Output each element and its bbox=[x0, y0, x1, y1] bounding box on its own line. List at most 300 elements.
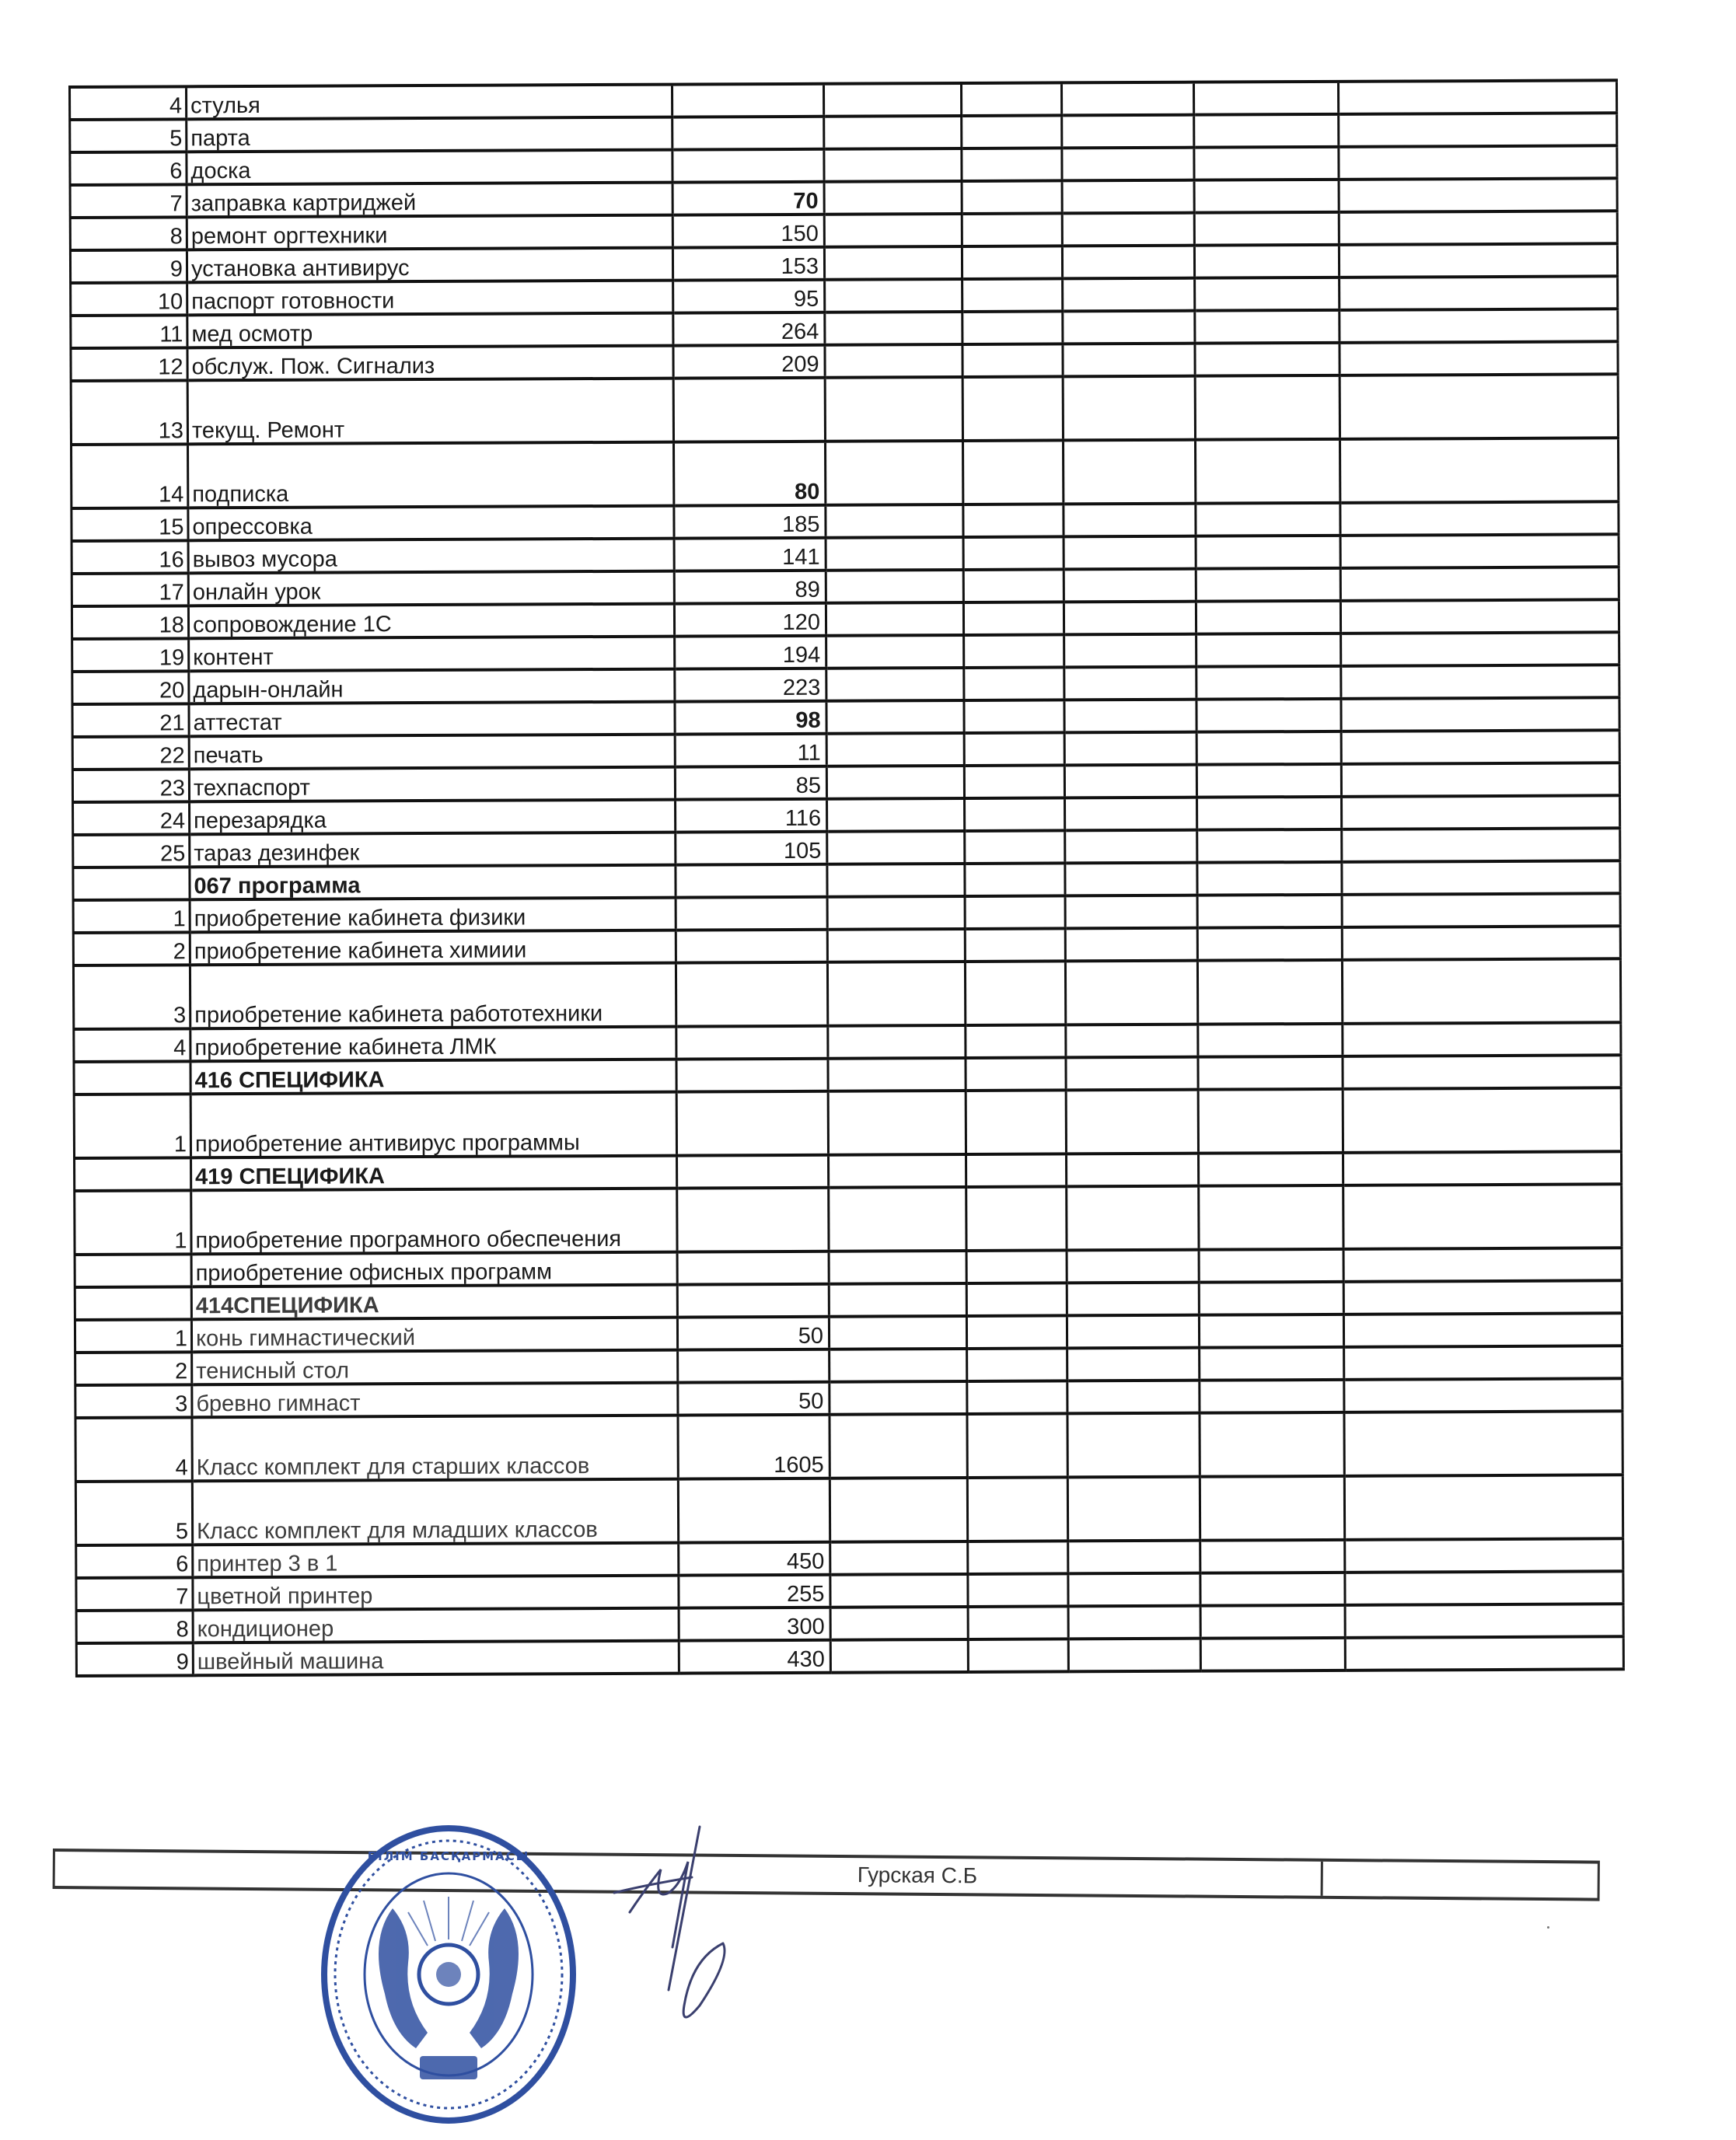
empty-cell bbox=[1196, 601, 1340, 634]
empty-cell bbox=[965, 863, 1065, 896]
empty-cell bbox=[1195, 343, 1340, 376]
empty-cell bbox=[825, 377, 962, 442]
item-amount: 1605 bbox=[678, 1415, 830, 1479]
item-name: приобретение офисных программ bbox=[191, 1252, 677, 1287]
item-amount: 105 bbox=[676, 832, 827, 865]
signature-row-divider bbox=[1321, 1862, 1323, 1896]
item-amount bbox=[677, 1284, 829, 1318]
row-number: 9 bbox=[76, 1643, 193, 1676]
item-name: печать bbox=[189, 735, 675, 770]
empty-cell bbox=[1068, 1573, 1200, 1607]
item-name: перезарядка bbox=[190, 800, 676, 835]
empty-cell bbox=[1339, 211, 1617, 245]
empty-cell bbox=[1339, 243, 1617, 278]
row-number: 4 bbox=[75, 1417, 192, 1482]
empty-cell bbox=[1068, 1606, 1200, 1639]
row-number: 22 bbox=[72, 736, 189, 770]
item-name: приобретение антивирус программы bbox=[190, 1092, 676, 1158]
empty-cell bbox=[968, 1606, 1068, 1639]
empty-cell bbox=[1342, 893, 1620, 927]
empty-cell bbox=[1341, 730, 1619, 764]
empty-cell bbox=[966, 1154, 1067, 1187]
item-name: паспорт готовности bbox=[187, 281, 673, 316]
item-amount: 70 bbox=[672, 182, 824, 215]
empty-cell bbox=[964, 667, 1064, 700]
item-name: приобретение кабинета ЛМК bbox=[190, 1027, 676, 1062]
empty-cell bbox=[1067, 1250, 1199, 1283]
empty-cell bbox=[1340, 438, 1619, 503]
empty-cell bbox=[962, 344, 1063, 377]
row-number: 15 bbox=[72, 508, 188, 541]
item-name: парта bbox=[187, 117, 672, 152]
empty-cell bbox=[826, 537, 963, 571]
empty-cell bbox=[1063, 278, 1195, 312]
item-amount: 141 bbox=[674, 538, 826, 571]
empty-cell bbox=[1063, 376, 1195, 441]
empty-cell bbox=[824, 181, 962, 215]
signature-row bbox=[53, 1848, 1600, 1901]
row-number: 6 bbox=[70, 152, 187, 185]
item-name: техпаспорт bbox=[189, 767, 675, 802]
item-name: доска bbox=[187, 150, 672, 185]
empty-cell bbox=[968, 1639, 1068, 1672]
empty-cell bbox=[963, 602, 1064, 635]
item-amount bbox=[676, 1091, 828, 1156]
empty-cell bbox=[1343, 1313, 1622, 1347]
empty-cell bbox=[827, 929, 965, 962]
empty-cell bbox=[1195, 375, 1340, 440]
empty-cell bbox=[1196, 699, 1341, 732]
table-row bbox=[72, 438, 1619, 508]
empty-cell bbox=[968, 1573, 1068, 1607]
empty-cell bbox=[1345, 1571, 1623, 1605]
official-stamp-icon bbox=[319, 1823, 579, 2126]
empty-cell bbox=[1061, 82, 1193, 116]
item-name: приобретение кабинета химиии bbox=[190, 930, 676, 965]
item-name: тенисный стол bbox=[192, 1350, 678, 1385]
empty-cell bbox=[1342, 926, 1620, 960]
item-amount bbox=[676, 897, 827, 930]
empty-cell bbox=[1196, 568, 1340, 602]
empty-cell bbox=[962, 246, 1062, 279]
item-name: контент bbox=[189, 637, 675, 672]
empty-cell bbox=[1344, 1475, 1622, 1540]
empty-cell bbox=[1344, 1411, 1622, 1476]
item-name: ремонт оргтехники bbox=[187, 215, 672, 250]
row-number: 2 bbox=[73, 932, 190, 965]
item-amount: 430 bbox=[679, 1640, 830, 1674]
row-number: 3 bbox=[73, 965, 190, 1029]
empty-cell bbox=[963, 569, 1064, 602]
item-amount: 89 bbox=[674, 571, 826, 604]
empty-cell bbox=[1197, 960, 1342, 1025]
empty-cell bbox=[827, 831, 965, 864]
item-amount: 98 bbox=[675, 701, 826, 735]
empty-cell bbox=[1193, 82, 1338, 115]
empty-cell bbox=[1194, 180, 1339, 213]
empty-cell bbox=[963, 536, 1064, 570]
item-name: установка антивирус bbox=[187, 248, 672, 283]
empty-cell bbox=[827, 896, 965, 930]
empty-cell bbox=[827, 962, 965, 1026]
item-amount: 300 bbox=[679, 1608, 830, 1641]
empty-cell bbox=[826, 700, 964, 734]
empty-cell bbox=[1066, 1057, 1198, 1091]
item-name: мед осмотр bbox=[187, 313, 673, 348]
empty-cell bbox=[1067, 1154, 1199, 1187]
empty-cell bbox=[1067, 1477, 1200, 1541]
item-amount: 264 bbox=[673, 312, 825, 346]
row-number bbox=[73, 867, 190, 900]
empty-cell bbox=[966, 1057, 1066, 1091]
row-number: 12 bbox=[71, 347, 187, 381]
item-amount bbox=[673, 378, 825, 442]
item-name: заправка картриджей bbox=[187, 183, 672, 218]
row-number bbox=[75, 1254, 191, 1287]
row-number: 1 bbox=[75, 1190, 191, 1255]
row-number: 19 bbox=[72, 638, 189, 672]
row-number: 1 bbox=[74, 1094, 190, 1158]
empty-cell bbox=[1064, 700, 1196, 733]
empty-cell bbox=[967, 1381, 1067, 1414]
row-number: 18 bbox=[72, 606, 188, 639]
empty-cell bbox=[966, 1250, 1067, 1283]
empty-cell bbox=[1200, 1638, 1345, 1671]
empty-cell bbox=[1198, 1024, 1343, 1057]
empty-cell bbox=[964, 700, 1064, 733]
empty-cell bbox=[1197, 927, 1342, 961]
empty-cell bbox=[965, 928, 1065, 962]
item-name: аттестат bbox=[189, 702, 675, 737]
empty-cell bbox=[1341, 763, 1619, 797]
empty-cell bbox=[1065, 798, 1197, 831]
item-amount: 50 bbox=[677, 1317, 829, 1350]
empty-cell bbox=[1340, 501, 1619, 536]
empty-cell bbox=[1340, 534, 1619, 568]
item-amount bbox=[677, 1188, 829, 1252]
item-amount: 223 bbox=[675, 669, 826, 702]
table-row bbox=[75, 1475, 1622, 1545]
empty-cell bbox=[1064, 602, 1196, 635]
empty-cell bbox=[1064, 536, 1196, 570]
empty-cell bbox=[830, 1349, 967, 1382]
item-name: бревно гимнаст bbox=[192, 1383, 678, 1418]
item-name: тараз дезинфек bbox=[190, 833, 676, 868]
empty-cell bbox=[1345, 1538, 1623, 1573]
empty-cell bbox=[1343, 1087, 1621, 1153]
empty-cell bbox=[1339, 145, 1617, 180]
empty-cell bbox=[1340, 341, 1618, 375]
item-name: обслуж. Пож. Сигнализ bbox=[187, 346, 673, 381]
row-number: 11 bbox=[71, 315, 187, 348]
empty-cell bbox=[1063, 311, 1195, 344]
item-name: сопровождение 1С bbox=[188, 604, 674, 639]
item-amount bbox=[676, 930, 827, 963]
empty-cell bbox=[1066, 1025, 1198, 1058]
empty-cell bbox=[1195, 278, 1340, 311]
table-row bbox=[75, 1184, 1622, 1255]
empty-cell bbox=[966, 1090, 1066, 1154]
empty-cell bbox=[1199, 1185, 1343, 1250]
empty-cell bbox=[1340, 567, 1619, 601]
empty-cell bbox=[1196, 536, 1340, 569]
empty-cell bbox=[824, 246, 962, 280]
item-amount: 80 bbox=[674, 442, 826, 506]
empty-cell bbox=[1343, 1151, 1622, 1185]
empty-cell bbox=[823, 83, 961, 117]
row-number bbox=[74, 1061, 190, 1094]
empty-cell bbox=[1068, 1541, 1200, 1574]
empty-cell bbox=[1194, 212, 1339, 246]
row-number: 21 bbox=[72, 703, 189, 737]
empty-cell bbox=[1343, 1248, 1622, 1282]
empty-cell bbox=[825, 344, 962, 378]
empty-cell bbox=[829, 1251, 966, 1284]
empty-cell bbox=[967, 1413, 1067, 1478]
empty-cell bbox=[966, 1315, 1067, 1349]
empty-cell bbox=[962, 148, 1062, 181]
row-number: 4 bbox=[74, 1028, 190, 1062]
row-number: 8 bbox=[76, 1610, 193, 1643]
empty-cell bbox=[827, 864, 965, 897]
empty-cell bbox=[1339, 178, 1617, 212]
empty-cell bbox=[1068, 1639, 1200, 1672]
empty-cell bbox=[1196, 666, 1341, 700]
empty-cell bbox=[962, 213, 1062, 246]
empty-cell bbox=[829, 1187, 966, 1252]
empty-cell bbox=[1198, 1056, 1343, 1090]
empty-cell bbox=[830, 1541, 968, 1575]
empty-cell bbox=[1067, 1315, 1199, 1349]
empty-cell bbox=[830, 1414, 967, 1478]
handwritten-signature-icon bbox=[606, 1819, 793, 2037]
empty-cell bbox=[1064, 634, 1196, 668]
empty-cell bbox=[830, 1478, 967, 1542]
empty-cell bbox=[1196, 764, 1341, 798]
empty-cell bbox=[1064, 504, 1196, 537]
empty-cell bbox=[1200, 1573, 1345, 1606]
empty-cell bbox=[1062, 180, 1194, 214]
empty-cell bbox=[1200, 1476, 1344, 1541]
empty-cell bbox=[826, 602, 963, 636]
item-amount bbox=[676, 962, 827, 1027]
section-heading: 414СПЕЦИФИКА bbox=[191, 1285, 677, 1320]
empty-cell bbox=[964, 765, 1064, 798]
row-number: 24 bbox=[73, 801, 190, 835]
empty-cell bbox=[1344, 1378, 1622, 1412]
empty-cell bbox=[824, 116, 962, 149]
empty-cell bbox=[1064, 765, 1196, 798]
row-number: 8 bbox=[70, 217, 187, 250]
empty-cell bbox=[1197, 829, 1342, 863]
empty-cell bbox=[830, 1639, 968, 1673]
table-row bbox=[75, 1411, 1622, 1482]
empty-cell bbox=[963, 440, 1064, 504]
empty-cell bbox=[1062, 246, 1194, 279]
empty-cell bbox=[1066, 1090, 1198, 1154]
empty-cell bbox=[1062, 148, 1194, 181]
empty-cell bbox=[1342, 828, 1620, 862]
empty-cell bbox=[1200, 1412, 1344, 1477]
empty-cell bbox=[1065, 961, 1197, 1025]
empty-cell bbox=[1338, 80, 1616, 114]
empty-cell bbox=[830, 1381, 967, 1415]
empty-cell bbox=[1197, 862, 1342, 895]
empty-cell bbox=[825, 312, 962, 345]
empty-cell bbox=[1062, 213, 1194, 246]
empty-cell bbox=[1196, 731, 1341, 765]
item-name: онлайн урок bbox=[188, 571, 674, 606]
empty-cell bbox=[829, 1154, 966, 1188]
empty-cell bbox=[826, 766, 964, 799]
empty-cell bbox=[1343, 1280, 1622, 1314]
item-amount bbox=[676, 1059, 828, 1092]
empty-cell bbox=[1064, 732, 1196, 766]
empty-cell bbox=[1067, 1413, 1200, 1478]
row-number: 14 bbox=[72, 444, 188, 508]
empty-cell bbox=[964, 732, 1064, 766]
empty-cell bbox=[1067, 1348, 1200, 1381]
row-number: 25 bbox=[73, 834, 190, 868]
empty-cell bbox=[966, 1186, 1067, 1251]
empty-cell bbox=[826, 570, 963, 603]
empty-cell bbox=[968, 1541, 1068, 1574]
empty-cell bbox=[1340, 374, 1618, 439]
empty-cell bbox=[828, 1058, 966, 1091]
empty-cell bbox=[1342, 958, 1620, 1024]
empty-cell bbox=[824, 148, 962, 182]
empty-cell bbox=[966, 1025, 1066, 1058]
empty-cell bbox=[826, 733, 964, 766]
svg-text:БІЛІМ БАСҚАРМАСЫ: БІЛІМ БАСҚАРМАСЫ bbox=[367, 1849, 530, 1863]
empty-cell bbox=[1339, 113, 1617, 147]
empty-cell bbox=[967, 1348, 1067, 1381]
section-heading: 416 СПЕЦИФИКА bbox=[190, 1060, 676, 1094]
empty-cell bbox=[965, 798, 1065, 831]
empty-cell bbox=[1342, 861, 1620, 895]
empty-cell bbox=[829, 1316, 966, 1349]
item-name: вывоз мусора bbox=[188, 539, 674, 574]
item-amount bbox=[672, 84, 824, 117]
empty-cell bbox=[1194, 114, 1339, 148]
item-amount: 11 bbox=[675, 734, 826, 767]
section-heading: 419 СПЕЦИФИКА bbox=[191, 1156, 677, 1191]
empty-cell bbox=[1345, 1604, 1623, 1638]
empty-cell bbox=[963, 504, 1064, 537]
empty-cell bbox=[962, 278, 1063, 312]
empty-cell bbox=[1065, 830, 1197, 864]
empty-cell bbox=[962, 376, 1063, 441]
item-name: дарын-онлайн bbox=[189, 669, 675, 704]
row-number bbox=[75, 1286, 191, 1320]
table-body bbox=[70, 80, 1624, 1676]
empty-cell bbox=[1344, 1346, 1622, 1380]
empty-cell bbox=[826, 668, 964, 701]
empty-cell bbox=[826, 504, 963, 538]
row-number: 16 bbox=[72, 540, 188, 574]
empty-cell bbox=[1199, 1249, 1343, 1283]
empty-cell bbox=[1064, 569, 1196, 602]
row-number: 20 bbox=[72, 671, 189, 704]
empty-cell bbox=[1200, 1347, 1344, 1381]
empty-cell bbox=[962, 115, 1062, 148]
empty-cell bbox=[829, 1283, 966, 1317]
item-name: швейный машина bbox=[193, 1641, 679, 1676]
empty-cell bbox=[1345, 1636, 1623, 1670]
empty-cell bbox=[1067, 1186, 1199, 1251]
item-name: подписка bbox=[188, 442, 674, 508]
empty-cell bbox=[1197, 895, 1342, 928]
row-number: 23 bbox=[72, 769, 189, 802]
empty-cell bbox=[1065, 928, 1197, 962]
empty-cell bbox=[961, 82, 1061, 116]
item-amount: 194 bbox=[675, 636, 826, 669]
row-number: 9 bbox=[70, 250, 187, 283]
item-name: Класс комплект для старших классов bbox=[192, 1416, 678, 1482]
empty-cell bbox=[1199, 1314, 1343, 1348]
empty-cell bbox=[1341, 665, 1619, 699]
empty-cell bbox=[828, 1025, 966, 1059]
item-amount: 450 bbox=[679, 1542, 830, 1576]
empty-cell bbox=[964, 634, 1064, 668]
section-heading: 067 программа bbox=[190, 865, 676, 900]
item-name: цветной принтер bbox=[193, 1576, 679, 1611]
empty-cell bbox=[1200, 1380, 1344, 1413]
table-row bbox=[76, 1636, 1623, 1676]
empty-cell bbox=[1342, 795, 1620, 829]
item-name: текущ. Ремонт bbox=[187, 379, 673, 445]
item-amount bbox=[672, 149, 824, 183]
item-name: приобретение кабинета физики bbox=[190, 898, 676, 933]
empty-cell bbox=[1343, 1022, 1621, 1056]
empty-cell bbox=[1067, 1381, 1200, 1414]
empty-cell bbox=[1340, 599, 1619, 634]
empty-cell bbox=[1343, 1184, 1622, 1249]
row-number: 6 bbox=[76, 1545, 193, 1578]
item-amount bbox=[677, 1155, 829, 1189]
item-name: приобретение програмного обеспечения bbox=[191, 1189, 677, 1255]
empty-cell bbox=[1063, 344, 1195, 377]
empty-cell bbox=[966, 1283, 1067, 1316]
empty-cell bbox=[1062, 115, 1194, 148]
item-amount bbox=[676, 1026, 828, 1060]
signatory-name: Гурская С.Б bbox=[857, 1862, 978, 1888]
empty-cell bbox=[1200, 1540, 1345, 1573]
empty-cell bbox=[826, 635, 964, 669]
empty-cell bbox=[1196, 439, 1340, 504]
empty-cell bbox=[965, 830, 1065, 864]
table-row bbox=[74, 1087, 1621, 1158]
empty-cell bbox=[1343, 1055, 1621, 1089]
empty-cell bbox=[967, 1477, 1067, 1541]
row-number: 4 bbox=[70, 86, 187, 120]
row-number: 1 bbox=[75, 1319, 191, 1353]
scan-speck bbox=[1547, 1926, 1549, 1929]
empty-cell bbox=[965, 961, 1065, 1025]
item-name: принтер 3 в 1 bbox=[193, 1543, 679, 1578]
empty-cell bbox=[827, 798, 965, 832]
empty-cell bbox=[1199, 1153, 1343, 1186]
item-amount bbox=[672, 117, 824, 150]
row-number: 1 bbox=[73, 899, 190, 933]
item-amount bbox=[676, 864, 827, 898]
empty-cell bbox=[1064, 667, 1196, 700]
row-number: 2 bbox=[75, 1352, 192, 1385]
item-name: опрессовка bbox=[188, 506, 674, 541]
row-number: 5 bbox=[75, 1481, 192, 1545]
row-number: 7 bbox=[70, 184, 187, 218]
item-amount: 116 bbox=[676, 799, 827, 833]
